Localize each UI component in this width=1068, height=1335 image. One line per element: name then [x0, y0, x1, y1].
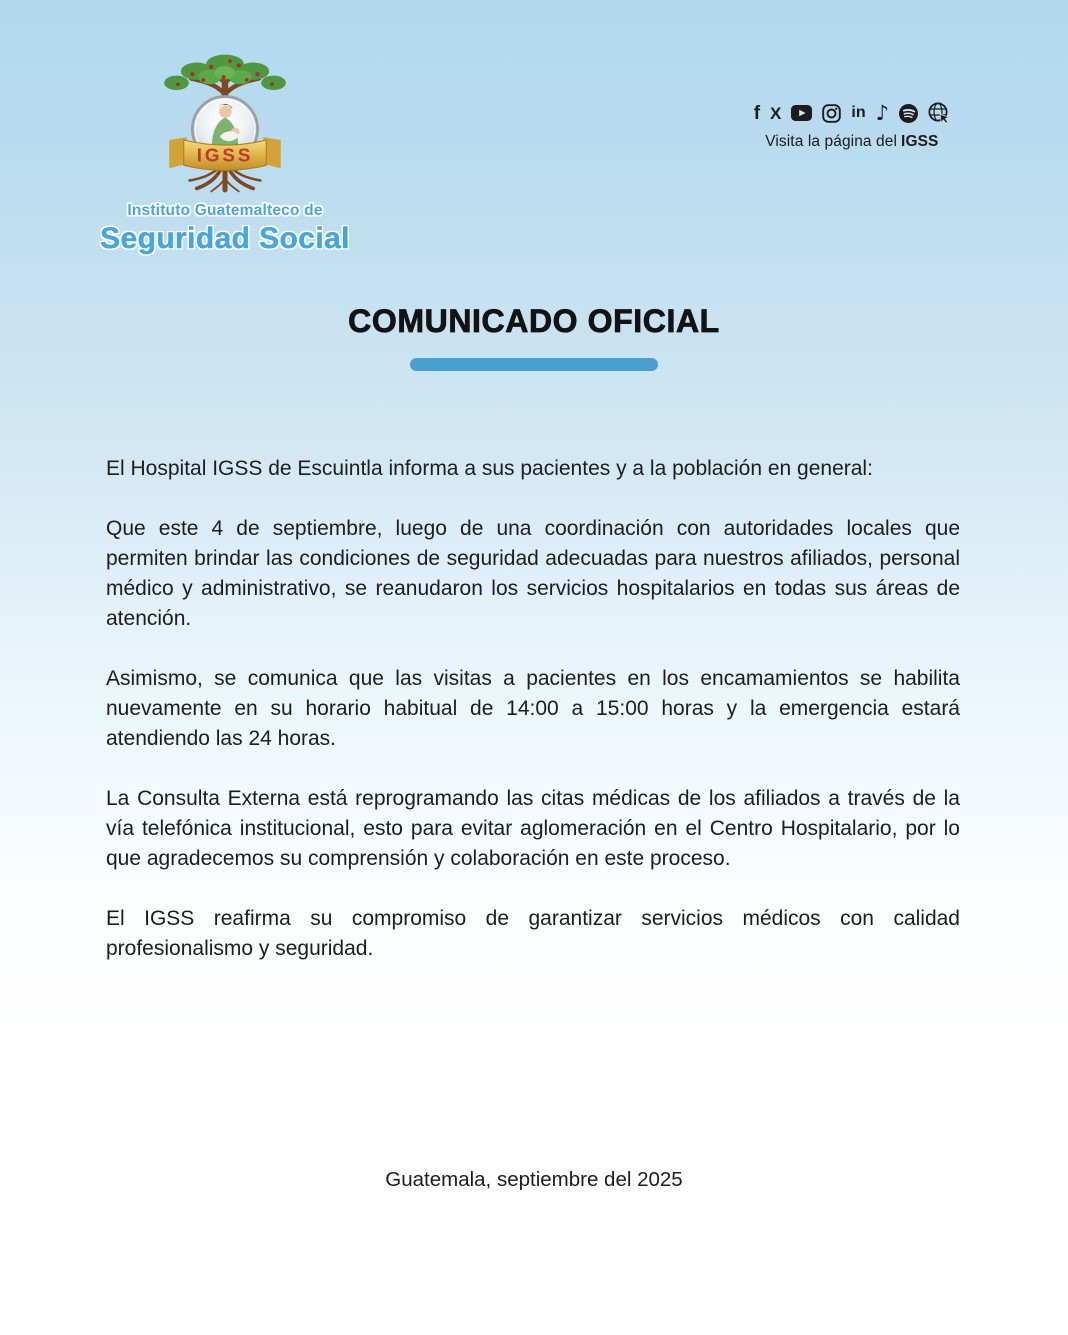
- visit-page-caption: [754, 133, 950, 151]
- page-title: COMUNICADO OFICIAL: [348, 303, 720, 339]
- social-icons-row: [754, 102, 950, 124]
- caption-igss: IGSS: [901, 133, 939, 150]
- igss-logo-block: [86, 48, 364, 256]
- instagram-icon[interactable]: [822, 104, 841, 123]
- paragraph-consulta-externa: La Consulta Externa está reprogramando las citas médicas de los afiliados a través de la vía telefónica institucional, esto para evitar aglomeración en el Centro Hospitalario, por lo que agradecemos su comprensión y colaboración en este proceso.: [106, 787, 960, 870]
- title-underline: [410, 358, 658, 371]
- paragraph-visitas: Asimismo, se comunica que las visitas a pacientes en los encamamientos se habilita nuevamente en su horario habitual de 14:00 a 15:00 horas y la emergencia estará atendiendo las 24 horas.: [106, 667, 960, 750]
- title-section: [0, 303, 1068, 371]
- logo-name-line: Seguridad Social: [100, 222, 350, 255]
- spotify-icon[interactable]: [899, 104, 918, 123]
- x-twitter-icon[interactable]: X: [770, 103, 782, 123]
- logo-institute-line: Instituto Guatemalteco de: [127, 202, 323, 219]
- facebook-icon[interactable]: f: [753, 102, 761, 124]
- tiktok-icon[interactable]: ♪: [875, 100, 889, 125]
- igss-acronym-text: IGSS: [196, 144, 254, 166]
- website-globe-icon[interactable]: [928, 102, 950, 124]
- communique-body: [106, 454, 960, 994]
- paragraph-intro: El Hospital IGSS de Escuintla informa a sus pacientes y a la población en general:: [106, 457, 873, 480]
- youtube-icon[interactable]: [791, 105, 812, 121]
- date-line: Guatemala, septiembre del 2025: [385, 1168, 683, 1191]
- paragraph-reanudacion: Que este 4 de septiembre, luego de una coordinación con autoridades locales que permiten brindar las condiciones de seguridad adecuadas para nuestros afiliados, personal médico y administrativo, se reanudaron los servicios hospitalarios en todas sus áreas de atención.: [106, 517, 960, 630]
- linkedin-icon[interactable]: in: [851, 104, 866, 121]
- igss-tree-logo-icon: [149, 48, 301, 198]
- paragraph-compromiso: El IGSS reafirma su compromiso de garantizar servicios médicos con calidad profesionalismo y seguridad.: [106, 907, 960, 960]
- social-block: [754, 102, 950, 151]
- caption-prefix: Visita la página del: [765, 133, 898, 150]
